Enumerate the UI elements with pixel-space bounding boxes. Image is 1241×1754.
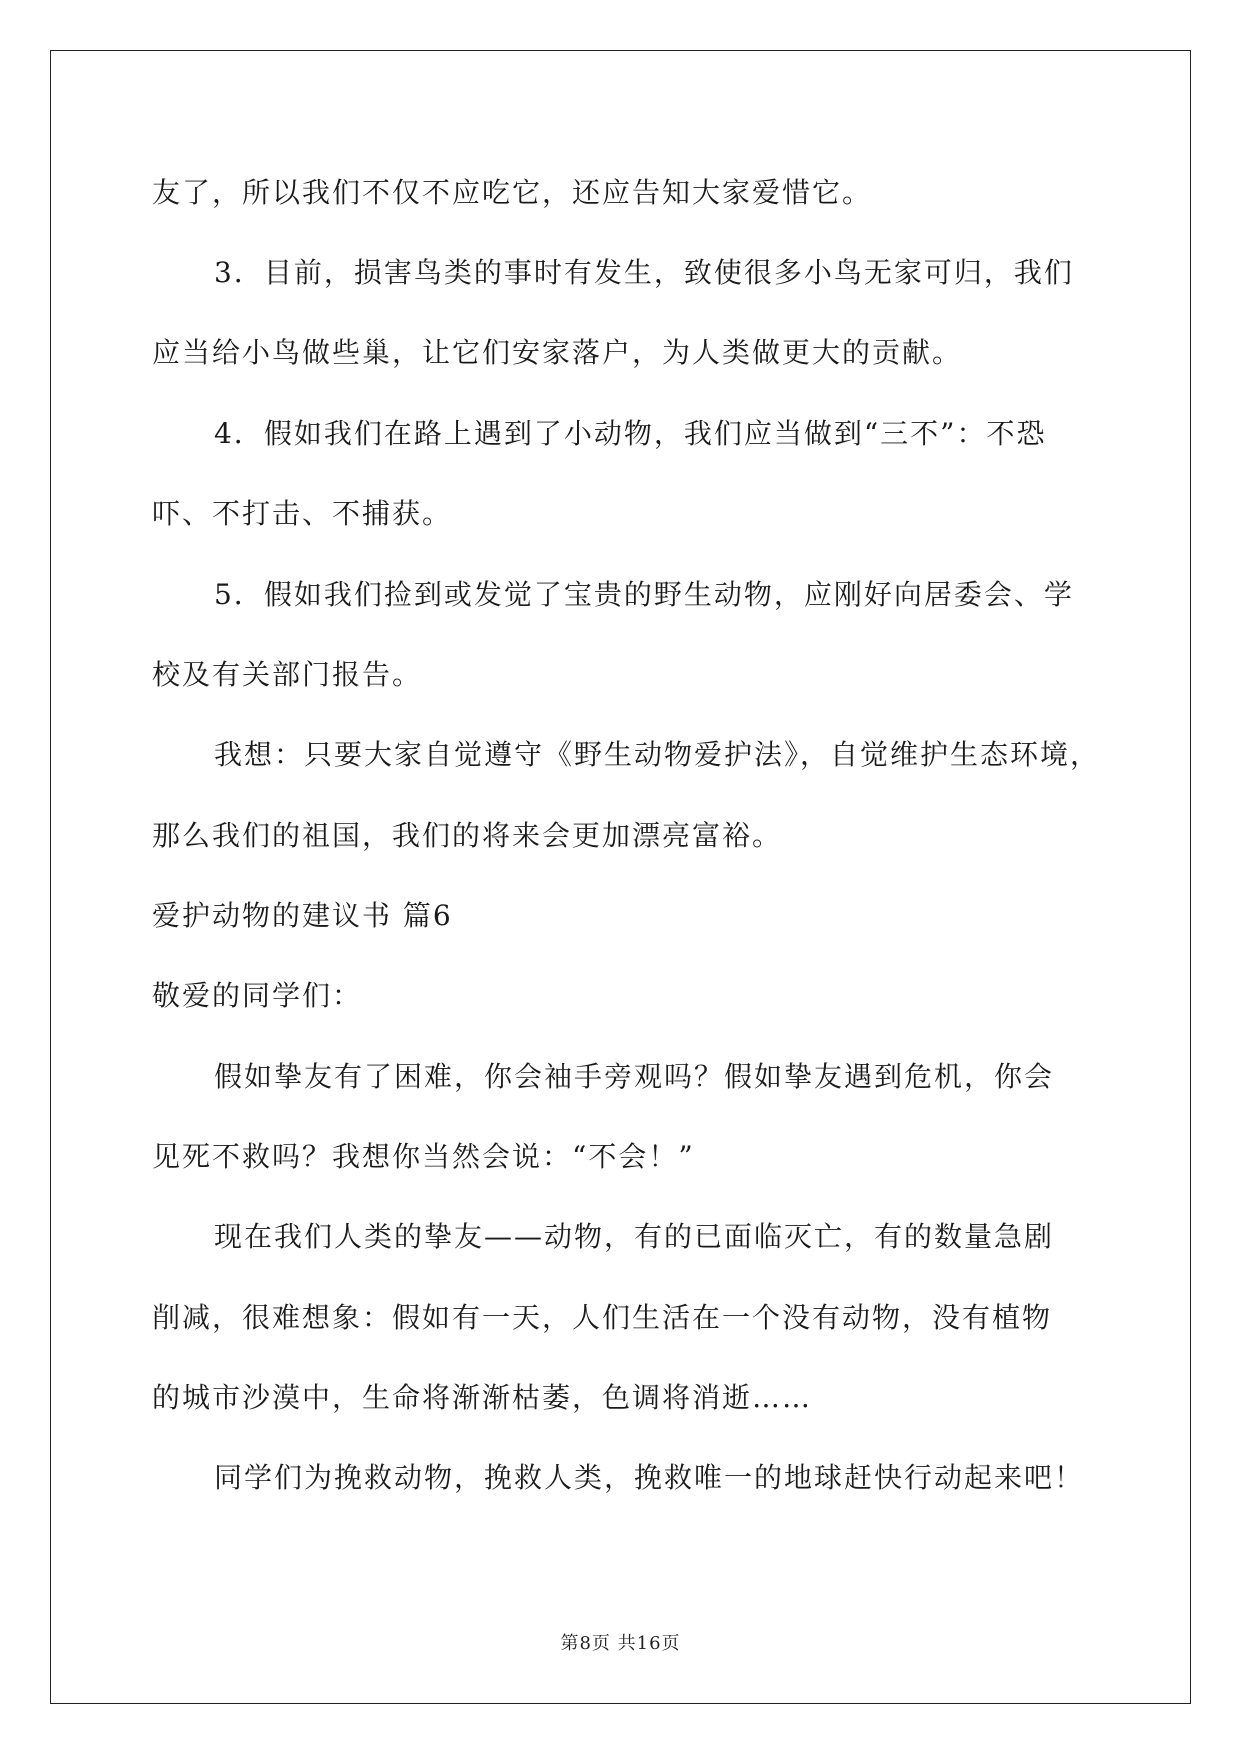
text-line-5: 吓、不打击、不捕获。 (152, 497, 453, 530)
text-line-12: 假如挚友有了困难，你会袖手旁观吗？假如挚友遇到危机，你会 (214, 1060, 1055, 1093)
text-line-16: 的城市沙漠中，生命将渐渐枯萎，色调将消逝…… (152, 1381, 813, 1414)
page-number: 第8页 共16页 (560, 1633, 681, 1654)
section-heading: 爱护动物的建议书 篇6 (152, 899, 453, 932)
page-border (50, 50, 1191, 1704)
text-line-4: 4．假如我们在路上遇到了小动物，我们应当做到“三不”：不恐 (214, 417, 1047, 450)
text-line-15: 削减，很难想象：假如有一天，人们生活在一个没有动物，没有植物 (152, 1301, 1053, 1334)
text-line-3: 应当给小鸟做些巢，让它们安家落户，为人类做更大的贡献。 (152, 336, 963, 369)
text-line-8: 我想：只要大家自觉遵守《野生动物爱护法》，自觉维护生态环境， (214, 738, 1101, 771)
text-line-14: 现在我们人类的挚友——动物，有的已面临灭亡，有的数量急剧 (214, 1220, 1055, 1253)
text-line-1: 友了，所以我们不仅不应吃它，还应告知大家爱惜它。 (152, 176, 873, 209)
text-line-6: 5．假如我们捡到或发觉了宝贵的野生动物，应刚好向居委会、学 (214, 578, 1074, 611)
text-line-13: 见死不救吗？我想你当然会说：“不会！” (152, 1140, 695, 1173)
text-line-17: 同学们为挽救动物，挽救人类，挽救唯一的地球赶快行动起来吧！ (214, 1461, 1085, 1494)
text-line-2: 3．目前，损害鸟类的事时有发生，致使很多小鸟无家可归，我们 (214, 256, 1074, 289)
text-line-7: 校及有关部门报告。 (152, 658, 423, 691)
text-line-9: 那么我们的祖国，我们的将来会更加漂亮富裕。 (152, 819, 783, 852)
salutation: 敬爱的同学们： (152, 979, 363, 1012)
